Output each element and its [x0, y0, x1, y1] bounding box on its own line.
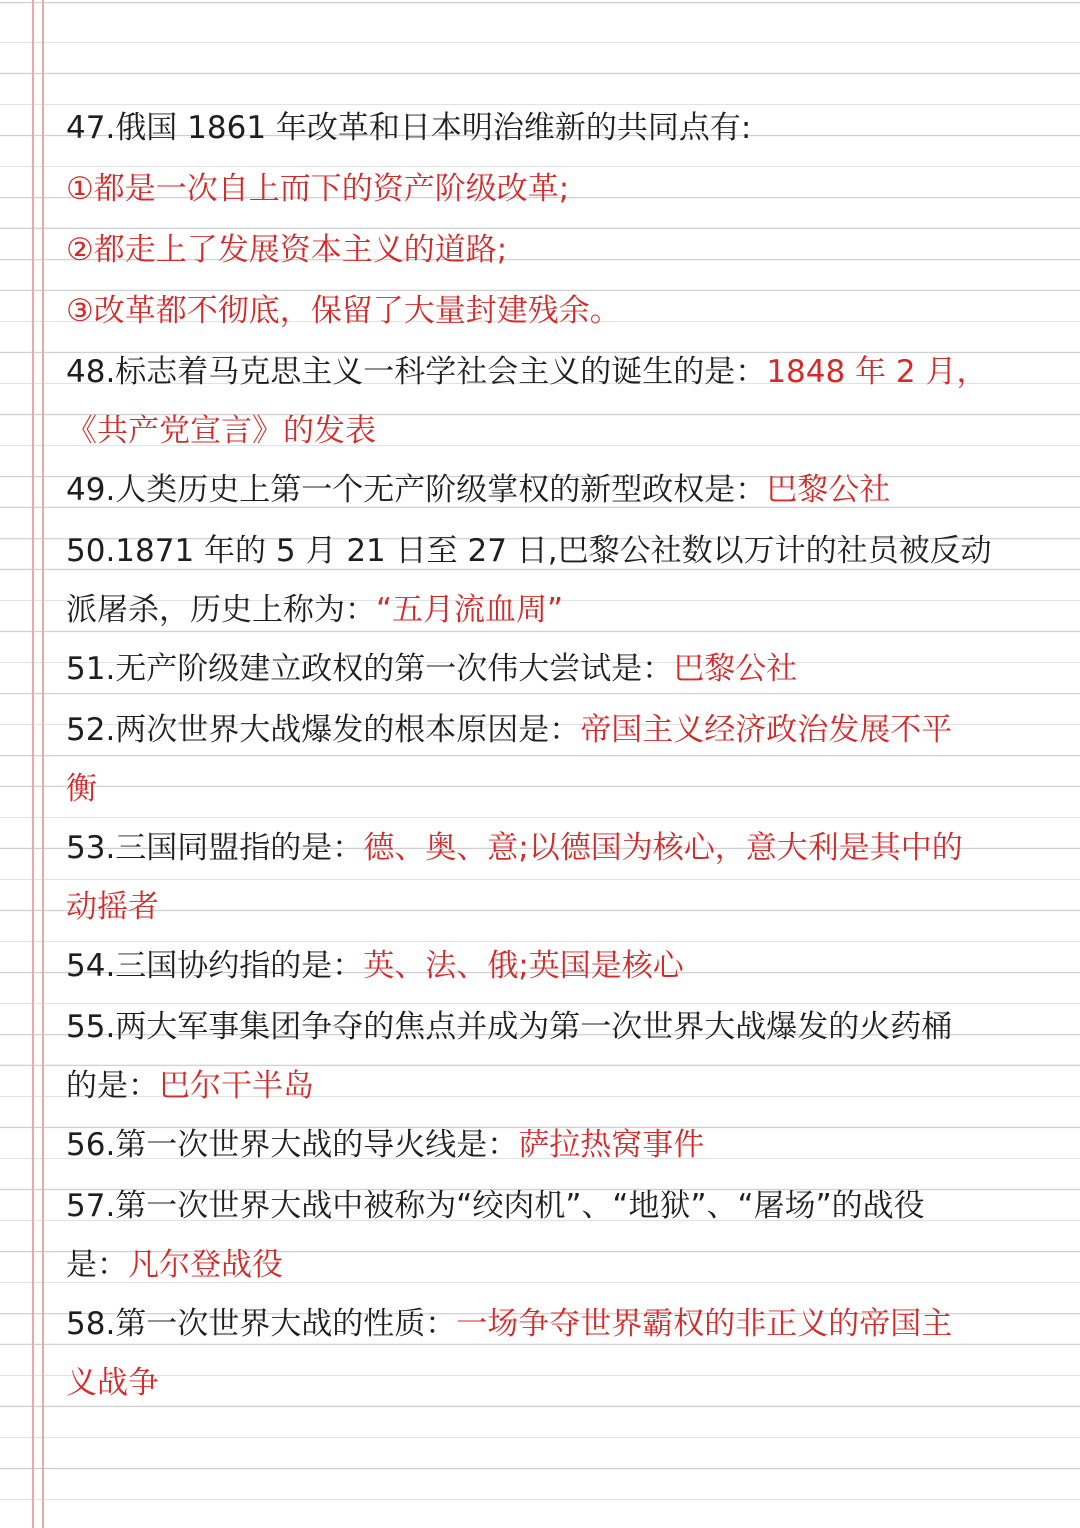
answer-text: 动摇者: [66, 889, 159, 925]
question-text: 48.标志着马克思主义一科学社会主义的诞生的是：: [66, 354, 767, 390]
answer-text: 巴尔干半岛: [159, 1068, 314, 1104]
answer-text: ②都走上了发展资本主义的道路;: [66, 232, 508, 268]
answer-text: ①都是一次自上而下的资产阶级改革;: [66, 171, 570, 207]
note-line: [66, 521, 1026, 582]
answer-text: 凡尔登战役: [128, 1247, 283, 1283]
question-text: 50.1871 年的 5 月 21 日至 27 日,巴黎公社数以万计的社员被反动: [66, 533, 992, 569]
answer-text: 英、法、俄;英国是核心: [363, 948, 684, 984]
question-text: 58.第一次世界大战的性质：: [66, 1306, 457, 1342]
note-line: [66, 1058, 1026, 1115]
answer-text: 德、奥、意;以德国为核心，意大利是其中的: [363, 830, 963, 866]
question-text: 47.俄国 1861 年改革和日本明治维新的共同点有:: [66, 110, 752, 146]
answer-text: ③改革都不彻底，保留了大量封建残余。: [66, 293, 621, 329]
question-text: 派屠杀，历史上称为：: [66, 592, 376, 628]
note-line: [66, 1237, 1026, 1294]
answer-text: “五月流血周”: [376, 592, 564, 628]
question-text: 53.三国同盟指的是：: [66, 830, 364, 866]
answer-text: 帝国主义经济政治发展不平: [580, 712, 953, 748]
note-line: [66, 639, 1026, 700]
note-line: [66, 98, 1026, 159]
note-line: [66, 460, 1026, 521]
answer-text: 《共产党宣言》的发表: [66, 413, 376, 449]
note-line: [66, 220, 1026, 281]
note-line: [66, 936, 1026, 997]
answer-text: 义战争: [66, 1365, 159, 1401]
question-text: 57.第一次世界大战中被称为“绞肉机”、“地狱”、“屠场”的战役: [66, 1188, 925, 1224]
note-line: [66, 1115, 1026, 1176]
answer-text: 一场争夺世界霸权的非正义的帝国主: [456, 1306, 953, 1342]
answer-text: 巴黎公社: [673, 651, 798, 687]
note-line: [66, 761, 1026, 818]
question-text: 54.三国协约指的是：: [66, 948, 364, 984]
note-line: [66, 997, 1026, 1058]
question-text: 52.两次世界大战爆发的根本原因是：: [66, 712, 581, 748]
note-line: [66, 403, 1026, 460]
note-line: [66, 1176, 1026, 1237]
note-line: [66, 281, 1026, 342]
question-text: 51.无产阶级建立政权的第一次伟大尝试是：: [66, 651, 674, 687]
note-line: [66, 879, 1026, 936]
question-text: 的是：: [66, 1068, 159, 1104]
note-line: [66, 1355, 1026, 1412]
notes-content: [66, 98, 1026, 1412]
margin-line: [42, 0, 44, 1528]
margin-line: [32, 0, 34, 1528]
answer-text: 巴黎公社: [766, 472, 891, 508]
note-line: [66, 1294, 1026, 1355]
question-text: 56.第一次世界大战的导火线是：: [66, 1127, 519, 1163]
note-line: [66, 159, 1026, 220]
answer-text: 衡: [66, 771, 97, 807]
answer-text: 萨拉热窝事件: [518, 1127, 705, 1163]
answer-text: 1848 年 2 月，: [766, 354, 988, 390]
note-line: [66, 700, 1026, 761]
note-line: [66, 818, 1026, 879]
note-line: [66, 342, 1026, 403]
question-text: 是：: [66, 1247, 128, 1283]
question-text: 49.人类历史上第一个无产阶级掌权的新型政权是：: [66, 472, 767, 508]
question-text: 55.两大军事集团争夺的焦点并成为第一次世界大战爆发的火药桶: [66, 1009, 953, 1045]
note-line: [66, 582, 1026, 639]
